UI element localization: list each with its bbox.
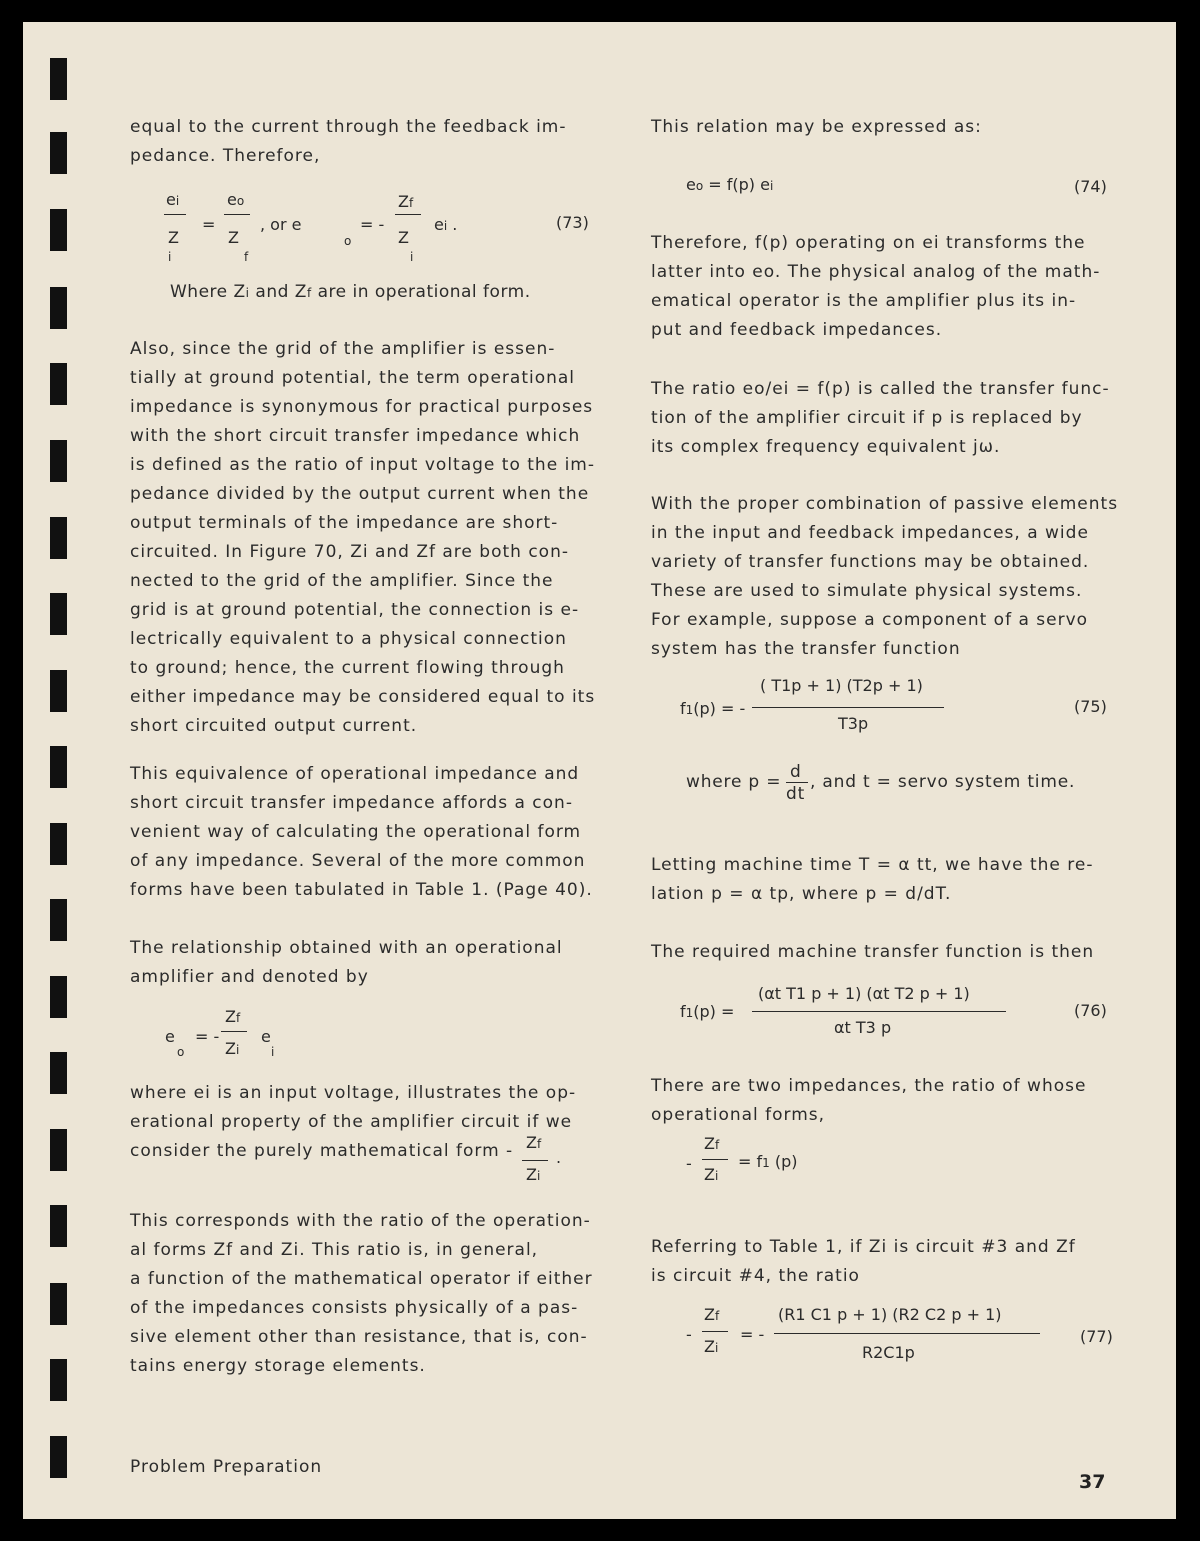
binder-hole bbox=[50, 670, 67, 712]
left-para-3 bbox=[130, 760, 592, 905]
equation-eo: e o = - Zf Zi e i bbox=[165, 1007, 275, 1059]
text-line: grid is at ground potential, the connection is e- bbox=[130, 600, 580, 620]
text-line: is circuit #4, the ratio bbox=[651, 1266, 860, 1286]
right-para-4 bbox=[651, 490, 1119, 664]
text-line: short circuit transfer impedance affords a con- bbox=[130, 793, 573, 813]
equation-74: eo = f(p) ei (74) bbox=[686, 175, 1107, 196]
binder-hole bbox=[50, 287, 67, 329]
text-line: pedance divided by the output current when the bbox=[130, 484, 590, 504]
binder-hole bbox=[50, 899, 67, 941]
binder-hole bbox=[50, 1283, 67, 1325]
binder-hole bbox=[50, 1359, 67, 1401]
text-line: its complex frequency equivalent jω. bbox=[651, 437, 1001, 457]
binder-hole bbox=[50, 1052, 67, 1094]
text-line: These are used to simulate physical systems. bbox=[651, 581, 1083, 601]
where-p-ddt: where p = d dt , and t = servo system time. bbox=[686, 762, 1076, 804]
text-line: Referring to Table 1, if Zi is circuit #3 and Zf bbox=[651, 1237, 1076, 1257]
equation-73: ei Z i = eo Z f , or e o = - Zf Z i ei . (73) bbox=[166, 190, 589, 264]
text-line: of any impedance. Several of the more common bbox=[130, 851, 586, 871]
right-para-3 bbox=[651, 375, 1111, 462]
text-line: This corresponds with the ratio of the operation- bbox=[130, 1211, 591, 1231]
text-line: Letting machine time T = α tt, we have the re- bbox=[651, 855, 1094, 875]
inline-fraction-zf-zi: Zf Zi . bbox=[522, 1133, 572, 1189]
text-line: amplifier and denoted by bbox=[130, 967, 369, 987]
text-line: With the proper combination of passive elements bbox=[651, 494, 1119, 514]
text-line: The required machine transfer function is then bbox=[651, 942, 1095, 962]
text-line: of the impedances consists physically of a pas- bbox=[130, 1298, 579, 1318]
binder-hole bbox=[50, 1436, 67, 1478]
text-line: tially at ground potential, the term operational bbox=[130, 368, 576, 388]
text-line: This relation may be expressed as: bbox=[651, 117, 982, 137]
text-line: circuited. In Figure 70, Zi and Zf are both con- bbox=[130, 542, 569, 562]
text-line: operational forms, bbox=[651, 1105, 826, 1125]
text-line: al forms Zf and Zi. This ratio is, in general, bbox=[130, 1240, 539, 1260]
text-line: in the input and feedback impedances, a wide bbox=[651, 523, 1089, 543]
text-line: short circuited output current. bbox=[130, 716, 418, 736]
text-line: consider the purely mathematical form - bbox=[130, 1141, 514, 1161]
left-para-2 bbox=[130, 335, 596, 741]
text-line: lation p = α tp, where p = d/dT. bbox=[651, 884, 952, 904]
binder-hole bbox=[50, 440, 67, 482]
text-line: The relationship obtained with an operational bbox=[130, 938, 563, 958]
left-para-1 bbox=[130, 113, 592, 171]
binder-hole bbox=[50, 593, 67, 635]
right-para-6 bbox=[651, 938, 1111, 967]
text-line: venient way of calculating the operational form bbox=[130, 822, 582, 842]
text-line: forms have been tabulated in Table 1. (Page 40). bbox=[130, 880, 593, 900]
binder-hole bbox=[50, 823, 67, 865]
text-line: There are two impedances, the ratio of whose bbox=[651, 1076, 1087, 1096]
text-line: with the short circuit transfer impedance which bbox=[130, 426, 581, 446]
binder-hole bbox=[50, 58, 67, 100]
text-line: put and feedback impedances. bbox=[651, 320, 943, 340]
text-line: either impedance may be considered equal to its bbox=[130, 687, 596, 707]
where-operational-form: Where Zi and Zf are in operational form. bbox=[170, 282, 531, 302]
binder-hole bbox=[50, 1205, 67, 1247]
text-line: where ei is an input voltage, illustrates the op- bbox=[130, 1083, 577, 1103]
text-line: lectrically equivalent to a physical connection bbox=[130, 629, 567, 649]
right-para-1 bbox=[651, 113, 1111, 142]
right-para-8 bbox=[651, 1233, 1111, 1291]
binder-hole bbox=[50, 363, 67, 405]
right-para-5 bbox=[651, 851, 1111, 909]
text-line: tains energy storage elements. bbox=[130, 1356, 426, 1376]
text-line: to ground; hence, the current flowing through bbox=[130, 658, 565, 678]
text-line: equal to the current through the feedback im- bbox=[130, 117, 567, 137]
left-para-6 bbox=[130, 1207, 592, 1381]
text-line: pedance. Therefore, bbox=[130, 146, 321, 166]
left-para-4 bbox=[130, 934, 592, 992]
binder-hole bbox=[50, 1129, 67, 1171]
binder-hole bbox=[50, 746, 67, 788]
text-line: sive element other than resistance, that is, con- bbox=[130, 1327, 588, 1347]
text-line: erational property of the amplifier circuit if we bbox=[130, 1112, 573, 1132]
text-line: latter into eo. The physical analog of the math- bbox=[651, 262, 1101, 282]
binder-hole bbox=[50, 976, 67, 1018]
page-number: 37 bbox=[1079, 1471, 1106, 1493]
text-line: tion of the amplifier circuit if p is replaced by bbox=[651, 408, 1083, 428]
text-line: The ratio eo/ei = f(p) is called the transfer func- bbox=[651, 379, 1110, 399]
text-line: a function of the mathematical operator if either bbox=[130, 1269, 593, 1289]
footer-title: Problem Preparation bbox=[130, 1457, 323, 1477]
text-line: impedance is synonymous for practical purposes bbox=[130, 397, 594, 417]
text-line: Therefore, f(p) operating on ei transforms the bbox=[651, 233, 1086, 253]
binder-hole bbox=[50, 132, 67, 174]
text-line: nected to the grid of the amplifier. Since the bbox=[130, 571, 554, 591]
text-line: system has the transfer function bbox=[651, 639, 961, 659]
equation-76: f1(p) = (αt T1 p + 1) (αt T2 p + 1) αt T3 p (76) bbox=[680, 984, 1107, 1037]
text-line: For example, suppose a component of a servo bbox=[651, 610, 1089, 630]
text-line: is defined as the ratio of input voltage to the im- bbox=[130, 455, 595, 475]
text-line: ematical operator is the amplifier plus its in- bbox=[651, 291, 1077, 311]
text-line: This equivalence of operational impedance and bbox=[130, 764, 580, 784]
equation-75: f1(p) = - ( T1p + 1) (T2p + 1) T3p (75) bbox=[680, 676, 1107, 733]
right-para-7 bbox=[651, 1072, 1111, 1130]
binder-hole bbox=[50, 517, 67, 559]
text-line: output terminals of the impedance are short- bbox=[130, 513, 559, 533]
right-para-2 bbox=[651, 229, 1111, 345]
text-line: Also, since the grid of the amplifier is essen- bbox=[130, 339, 556, 359]
equation-77: - Zf Zi = - (R1 C1 p + 1) (R2 C2 p + 1) R2C1p (77) bbox=[686, 1305, 1113, 1362]
equation-f1: - Zf Zi = f1 (p) bbox=[686, 1134, 798, 1184]
text-line: variety of transfer functions may be obtained. bbox=[651, 552, 1090, 572]
binder-hole bbox=[50, 209, 67, 251]
